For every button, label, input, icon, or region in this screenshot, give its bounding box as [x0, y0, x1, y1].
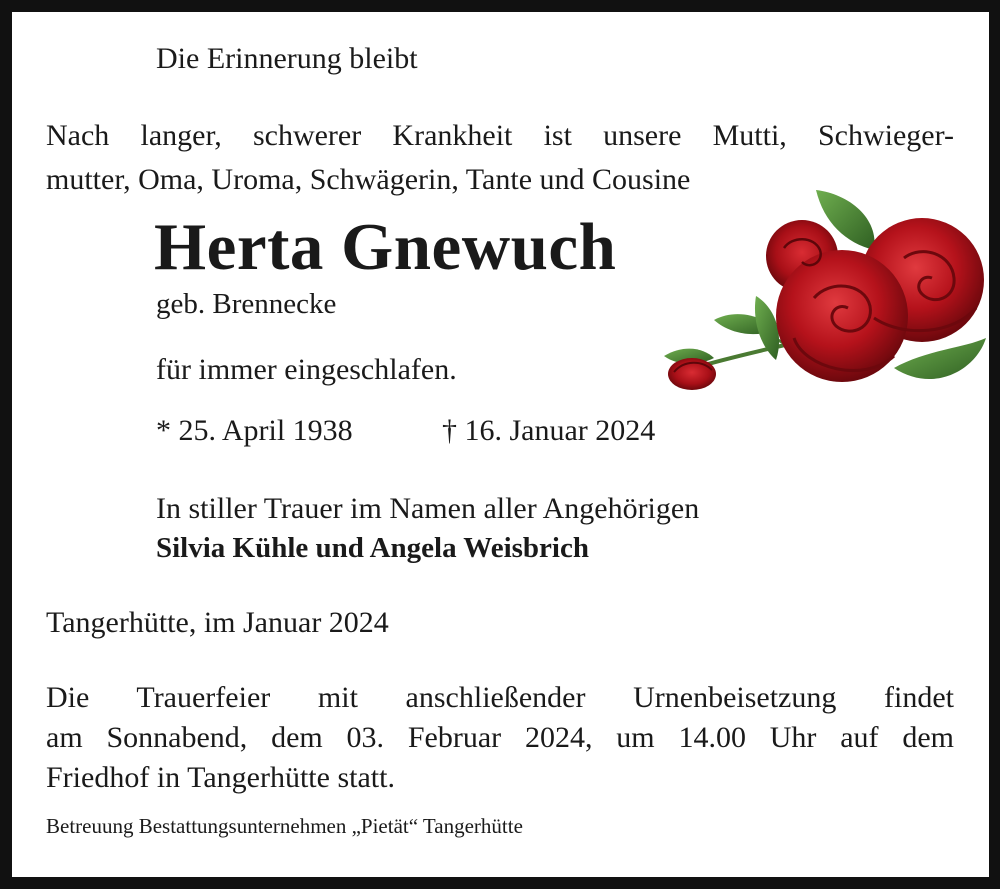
motto-line: Die Erinnerung bleibt	[156, 42, 418, 75]
passing-text: für immer eingeschlafen.	[156, 353, 457, 386]
place-date: Tangerhütte, im Januar 2024	[46, 606, 389, 639]
mourner-names: Silvia Kühle und Angela Weisbrich	[156, 532, 589, 564]
mourning-text: In stiller Trauer im Namen aller Angehörigen	[156, 492, 700, 525]
death-date: † 16. Januar 2024	[442, 414, 656, 447]
service-paragraph	[46, 678, 954, 798]
service-line: Die Trauerfeier mit anschließender Urnenbeisetzung findet	[46, 681, 954, 714]
red-roses-icon	[664, 188, 990, 394]
service-line: am Sonnabend, dem 03. Februar 2024, um 14.00 Uhr auf dem	[46, 721, 954, 754]
maiden-name: geb. Brennecke	[156, 288, 337, 320]
intro-line: Nach langer, schwerer Krankheit ist unsere Mutti, Schwieger-	[46, 119, 954, 152]
intro-line: mutter, Oma, Uroma, Schwägerin, Tante und Cousine	[46, 163, 691, 196]
birth-date: * 25. April 1938	[156, 414, 353, 447]
undertaker-credit: Betreuung Bestattungsunternehmen „Pietät“ Tangerhütte	[46, 814, 523, 838]
deceased-name: Herta Gnewuch	[154, 210, 617, 284]
service-line: Friedhof in Tangerhütte statt.	[46, 761, 395, 794]
